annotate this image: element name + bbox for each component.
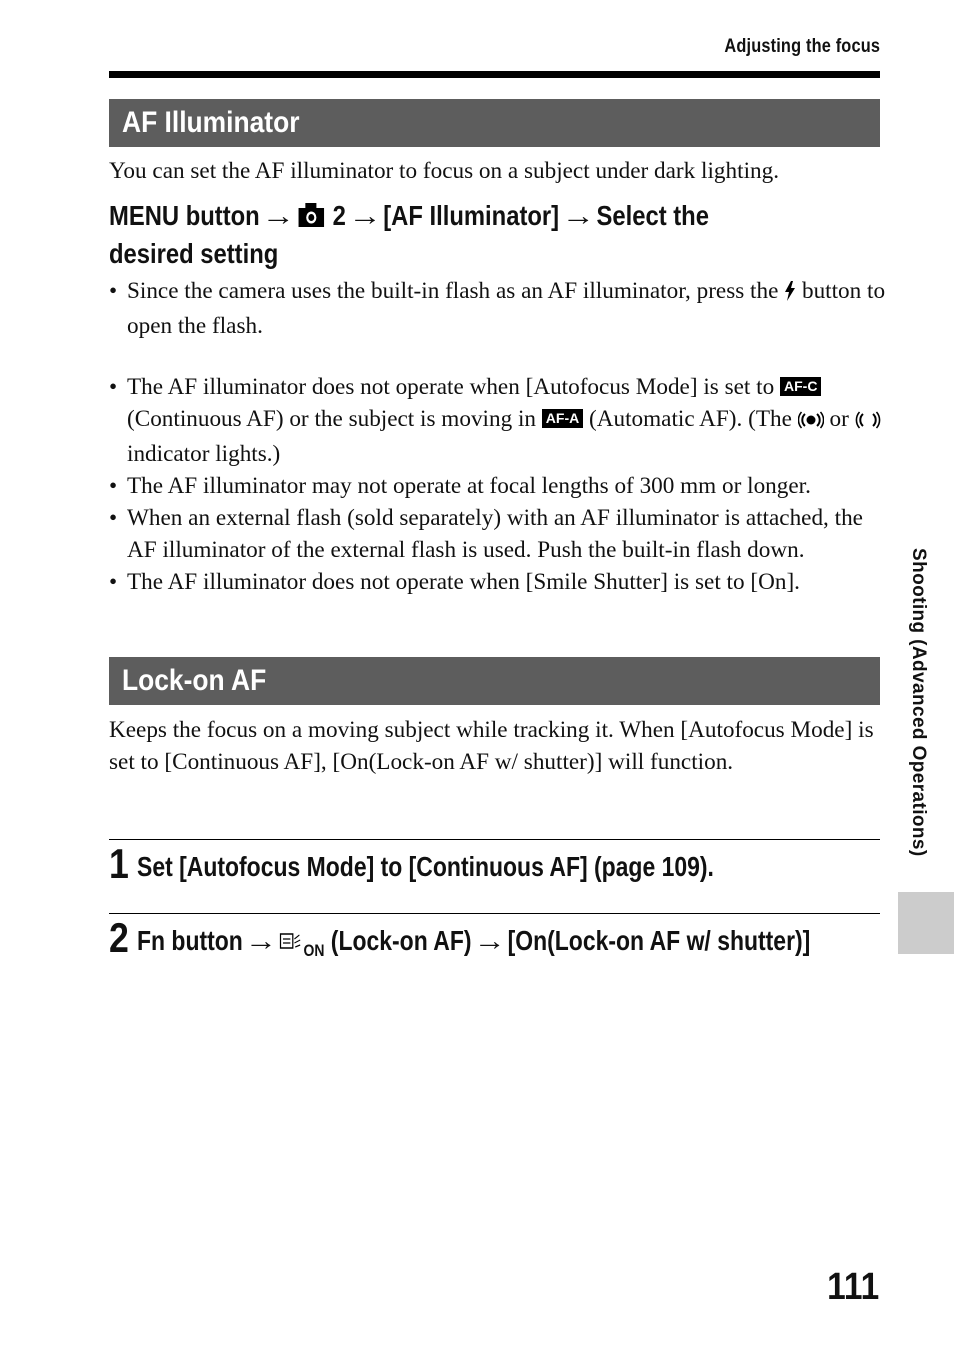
step-number: 2 (109, 914, 129, 961)
bullet: • (109, 473, 118, 499)
note-text: or (829, 406, 849, 432)
notes-list (109, 371, 889, 598)
menu-path (109, 198, 798, 271)
list-item (109, 470, 889, 502)
step-text (137, 925, 810, 961)
tip-list (109, 275, 889, 342)
step-number: 1 (109, 840, 129, 887)
list-item (109, 371, 889, 470)
section-title: Lock-on AF (122, 664, 267, 697)
header-rule (109, 71, 880, 78)
side-tab (898, 548, 938, 878)
menu-path-part: 2 (332, 200, 346, 231)
section-intro: You can set the AF illuminator to focus on a subject under dark lighting. (109, 158, 779, 184)
right-arrow-icon: → (261, 200, 296, 231)
side-tab-marker (898, 892, 954, 954)
af-a-badge: AF-A (542, 409, 583, 428)
note-text: When an external flash (sold separately) with an AF illuminator is attached, the AF illuminator of the external flash is used. Push the built-in flash down. (127, 505, 863, 563)
step-text: Set [Autofocus Mode] to [Continuous AF] (page 109). (137, 851, 714, 882)
note-text: The AF illuminator may not operate at focal lengths of 300 mm or longer. (127, 473, 811, 499)
page-number: 111 (826, 1266, 879, 1308)
right-arrow-icon: → (561, 200, 595, 231)
right-arrow-icon: → (347, 200, 382, 231)
bullet: • (109, 374, 118, 400)
menu-path-part: [AF Illuminator] (383, 200, 560, 231)
camera-icon (297, 201, 326, 236)
bullet: • (109, 505, 118, 531)
bullet: • (109, 278, 118, 304)
note-text: The AF illuminator does not operate when [Autofocus Mode] is set to (127, 374, 775, 400)
side-tab-label: Shooting (Advanced Operations) (908, 548, 929, 857)
note-text: (Automatic AF). (589, 406, 743, 432)
tip-text: button to open the flash. (127, 278, 886, 339)
bullet: • (109, 569, 118, 595)
section-intro: Keeps the focus on a moving subject while tracking it. When [Autofocus Mode] is set to [Continuous AF], [On(Lock-on AF w/ shutter)] will function. (109, 717, 874, 775)
section-header-af-illuminator (109, 99, 880, 147)
list-item (109, 566, 889, 598)
running-header: Adjusting the focus (724, 36, 880, 57)
section-title: AF Illuminator (122, 106, 300, 139)
note-text: indicator lights.) (127, 441, 281, 467)
step-part: (Lock-on AF) (330, 925, 472, 956)
list-item (109, 502, 889, 566)
focus-indicator-steady-icon (798, 406, 824, 438)
right-arrow-icon: → (244, 925, 277, 956)
note-text: (The (748, 406, 792, 432)
step-part: [On(Lock-on AF w/ shutter)] (507, 925, 811, 956)
step-part: Fn button (137, 925, 243, 956)
list-item (109, 275, 889, 342)
af-c-badge: AF-C (780, 377, 821, 396)
flash-icon (784, 278, 796, 310)
menu-path-part: MENU button (109, 200, 260, 231)
section-header-lock-on-af (109, 657, 880, 705)
step-divider (109, 913, 880, 914)
step-divider (109, 839, 880, 840)
tip-text: Since the camera uses the built-in flash as an AF illuminator, press the (127, 278, 779, 304)
focus-indicator-blinking-icon (855, 406, 881, 438)
lock-on-icon-subscript: ON (303, 941, 325, 960)
menu-path-part: Select the desired setting (109, 200, 709, 269)
right-arrow-icon: → (473, 925, 506, 956)
note-text: The AF illuminator does not operate when [Smile Shutter] is set to [On]. (127, 569, 800, 595)
lock-on-af-icon (279, 928, 304, 960)
note-text: (Continuous AF) or the subject is moving in (127, 406, 536, 432)
